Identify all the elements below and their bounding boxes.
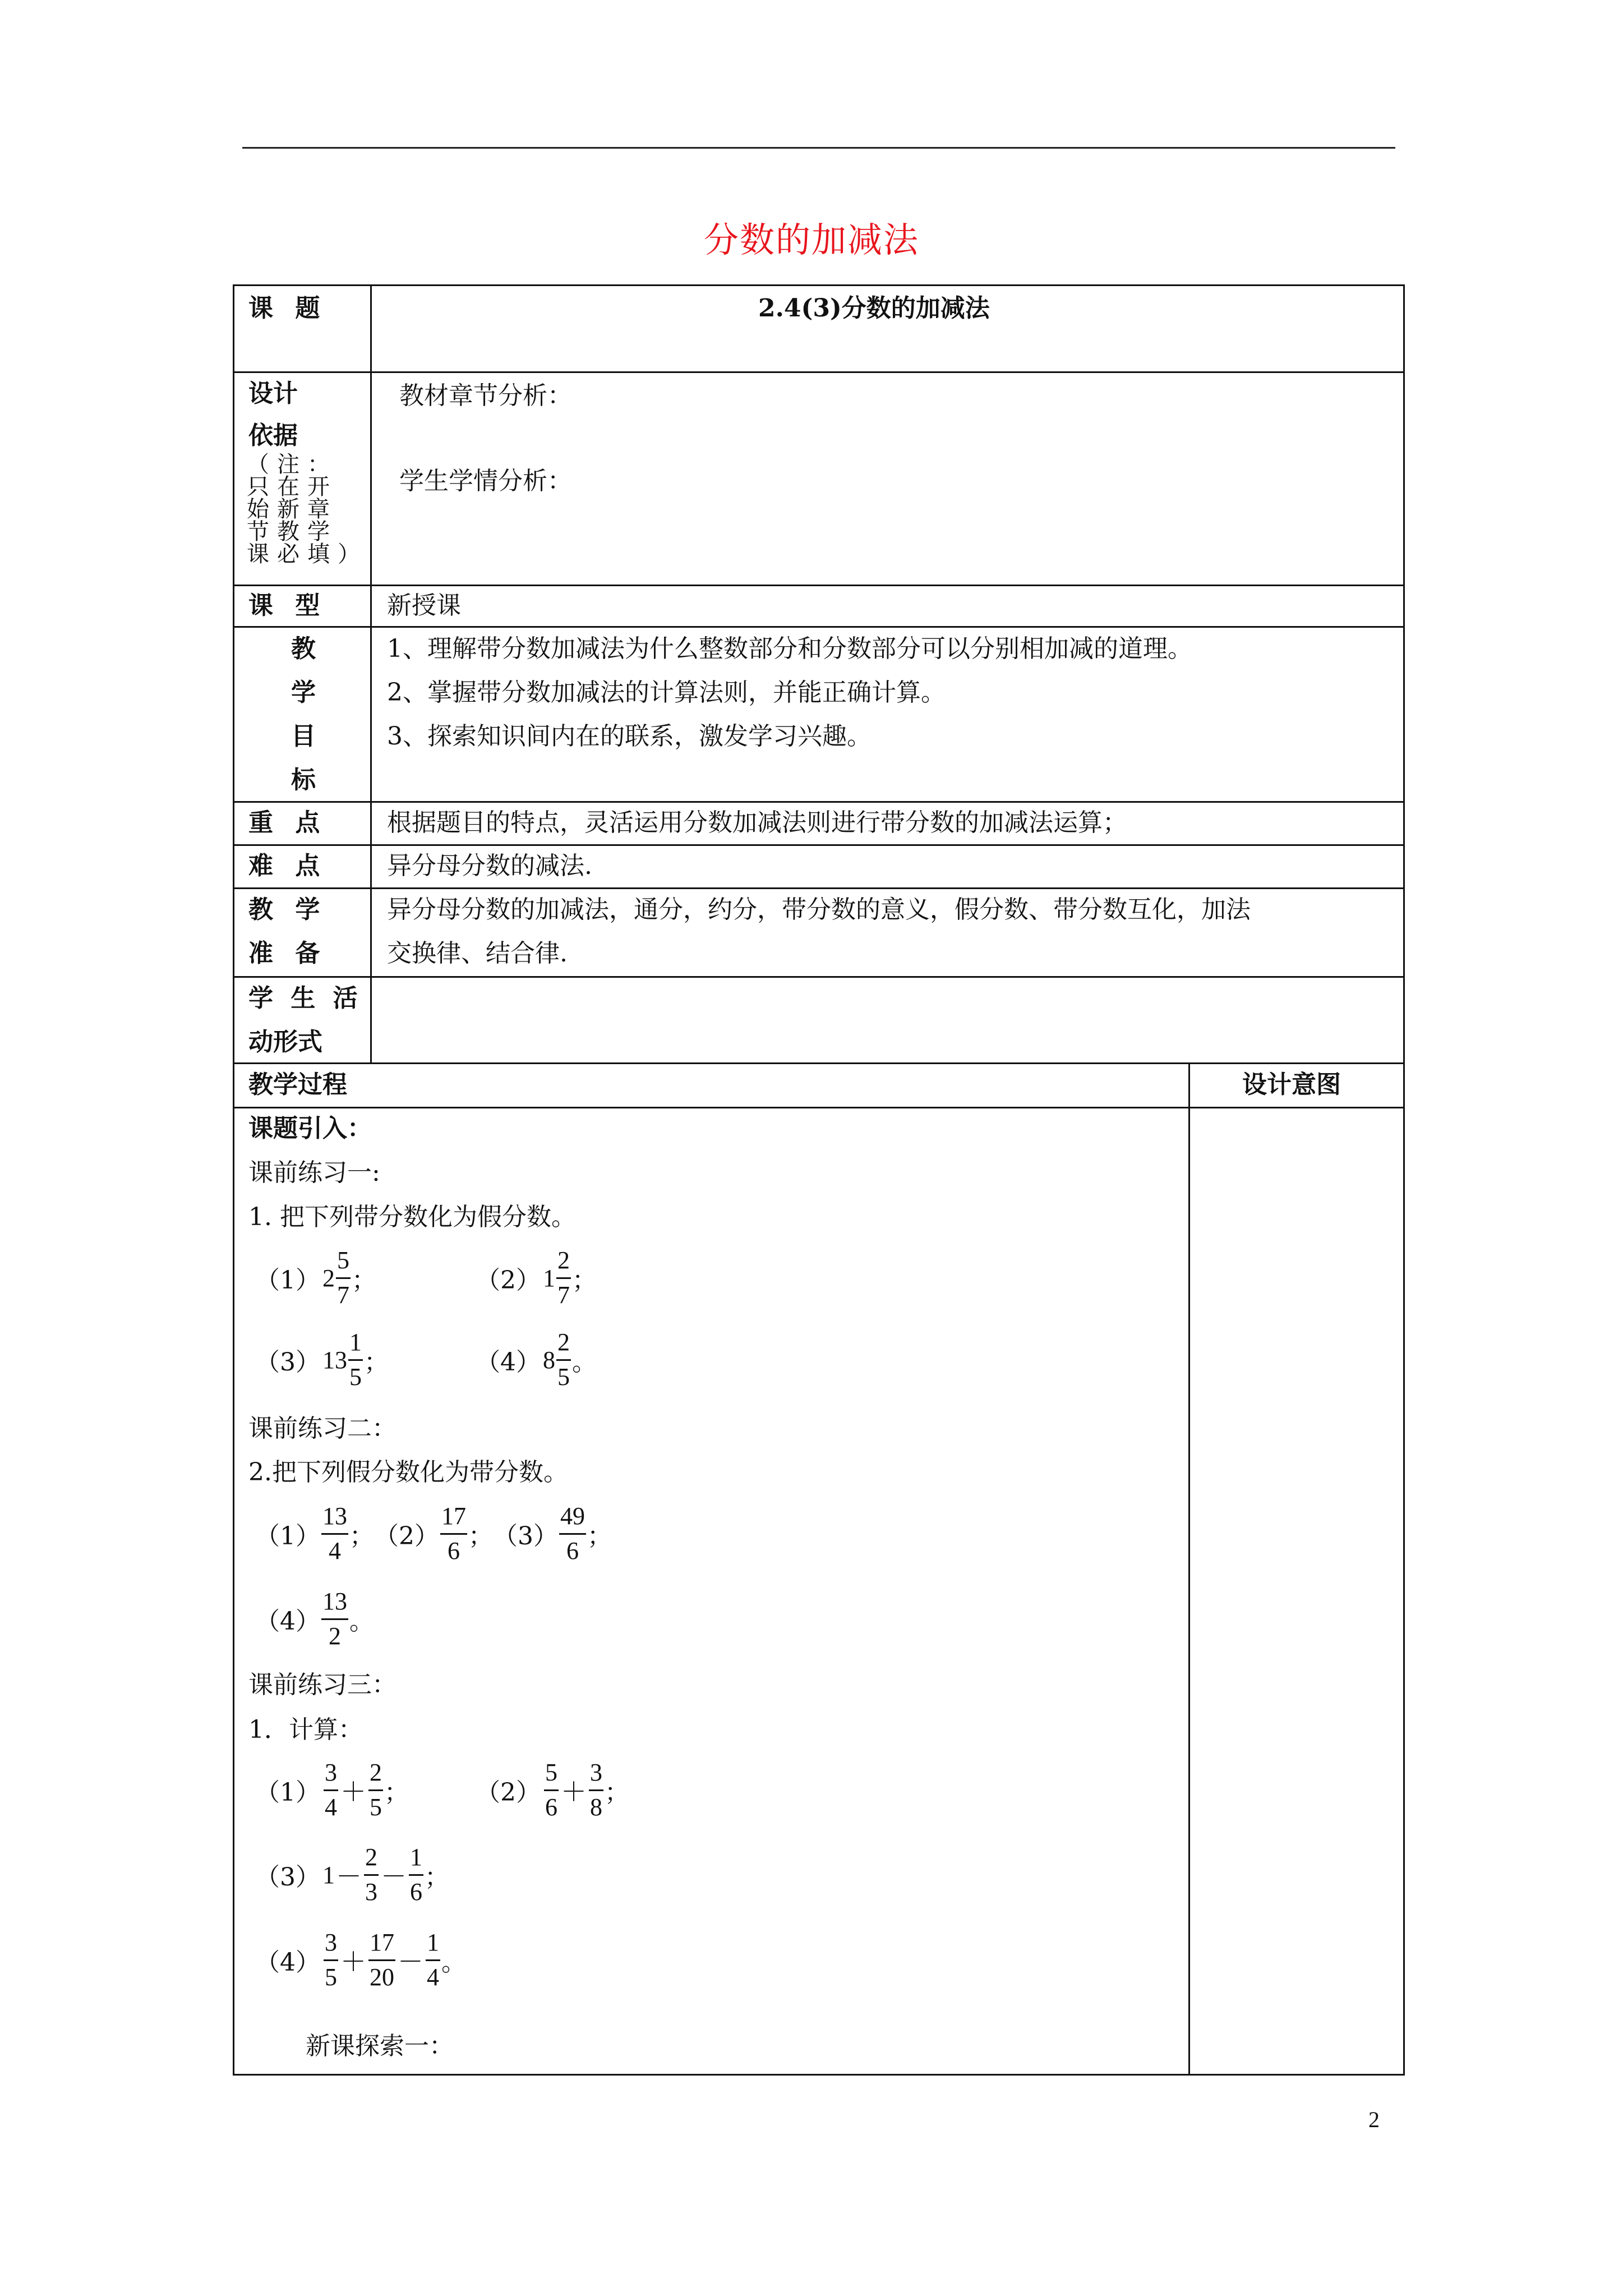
item-label: （1） [255, 1522, 320, 1551]
punctuation: ； [605, 1778, 629, 1807]
row-divider [233, 585, 1405, 586]
whole-part: 1 [543, 1264, 555, 1292]
denominator: 6 [566, 1536, 579, 1565]
fraction [589, 1759, 603, 1821]
denominator: 6 [448, 1536, 460, 1565]
punctuation: ； [468, 1522, 493, 1551]
numerator: 1 [426, 1929, 440, 1961]
difficulty-label: 难 点 [248, 852, 327, 880]
fraction [556, 1328, 571, 1391]
operator: ＋ [340, 1947, 366, 1977]
whole-number: 1 [322, 1861, 335, 1889]
preparation-text: 异分母分数的加减法，通分，约分，带分数的意义，假分数、带分数互化，加法 [387, 895, 1251, 924]
row-divider [233, 844, 1405, 846]
exercise-task: 2.把下列假分数化为带分数。 [248, 1458, 568, 1487]
exercise-item [255, 1759, 409, 1821]
exercise-item [476, 1246, 597, 1309]
numerator: 5 [544, 1759, 559, 1791]
row-divider [233, 801, 1405, 803]
denominator: 5 [349, 1363, 362, 1391]
punctuation: ； [384, 1778, 409, 1807]
objective-item: 3、探索知识间内在的联系，激发学习兴趣。 [387, 722, 872, 751]
denominator: 5 [557, 1363, 570, 1391]
fraction [364, 1843, 379, 1906]
key-point-value: 根据题目的特点，灵活运用分数加减法则进行带分数的加减法运算； [387, 808, 1127, 837]
item-label: （4） [476, 1348, 541, 1377]
intent-column-divider [1188, 1062, 1190, 2076]
fraction [324, 1929, 338, 1991]
numerator: 2 [556, 1328, 571, 1361]
denominator: 6 [545, 1793, 557, 1821]
whole-part: 13 [322, 1346, 347, 1374]
preparation-text: 交换律、结合律. [387, 939, 568, 968]
fraction [368, 1929, 395, 1991]
fraction [544, 1759, 559, 1821]
exercise-task: 1. 把下列带分数化为假分数。 [248, 1203, 576, 1231]
denominator: 5 [370, 1793, 382, 1821]
denominator: 3 [365, 1878, 377, 1906]
row-divider [233, 976, 1405, 978]
numerator: 5 [336, 1246, 351, 1279]
punctuation: ； [587, 1522, 612, 1551]
page-number: 2 [1368, 2107, 1380, 2132]
exercise-item [476, 1759, 629, 1821]
design-basis-label: 依据 [248, 421, 298, 450]
new-lesson-heading: 新课探索一： [306, 2032, 454, 2060]
numerator: 13 [321, 1502, 348, 1535]
fraction [348, 1328, 363, 1391]
activity-label: 学 生 活 [248, 984, 362, 1013]
preparation-label: 教 学 [248, 895, 327, 924]
design-basis-note: （注：只在开始新章节教学课必填） [247, 452, 368, 567]
punctuation: 。 [441, 1948, 466, 1977]
header-rule [242, 147, 1395, 149]
denominator: 8 [590, 1793, 602, 1821]
exercise-item [255, 1929, 466, 1991]
fraction [426, 1929, 440, 1991]
exercise-heading: 课前练习一: [248, 1158, 380, 1187]
fraction [321, 1588, 348, 1650]
fraction [321, 1502, 348, 1565]
student-analysis: 学生学情分析： [399, 467, 572, 495]
denominator: 6 [410, 1878, 422, 1906]
operator: － [398, 1947, 423, 1977]
punctuation: ； [349, 1522, 374, 1551]
row-divider [233, 626, 1405, 628]
exercise-item [255, 1328, 389, 1391]
item-label: （1） [255, 1266, 320, 1295]
numerator: 13 [321, 1588, 348, 1620]
numerator: 2 [364, 1843, 379, 1876]
denominator: 20 [370, 1963, 394, 1991]
denominator: 4 [427, 1963, 439, 1991]
numerator: 1 [348, 1328, 363, 1361]
exercise-heading: 课前练习三： [248, 1671, 396, 1699]
operator: ＋ [340, 1777, 366, 1807]
item-label: （1） [255, 1778, 320, 1807]
fraction [368, 1759, 383, 1821]
exercise-task: 1．计算： [248, 1715, 363, 1744]
item-label: （2） [374, 1522, 439, 1551]
operator: ＋ [561, 1777, 587, 1807]
fraction [324, 1759, 338, 1821]
label-column-divider [370, 284, 372, 1062]
punctuation: ； [425, 1863, 449, 1892]
item-label: （4） [255, 1607, 320, 1636]
numerator: 17 [440, 1502, 467, 1535]
exercise-row [255, 1588, 374, 1650]
topic-label: 课 题 [248, 294, 327, 323]
fraction [336, 1246, 351, 1309]
exercise-item [255, 1843, 449, 1906]
operator: － [336, 1861, 362, 1892]
exercise-row [255, 1502, 612, 1565]
whole-part: 2 [322, 1264, 335, 1292]
denominator: 5 [325, 1963, 337, 1991]
item-label: （3） [255, 1348, 320, 1377]
numerator: 3 [324, 1759, 338, 1791]
material-analysis: 教材章节分析： [399, 381, 572, 410]
punctuation: 。 [349, 1607, 374, 1636]
difficulty-value: 异分母分数的减法. [387, 852, 592, 880]
row-divider [233, 1107, 1405, 1108]
preparation-label: 准 备 [248, 939, 327, 968]
numerator: 3 [589, 1759, 603, 1791]
numerator: 2 [556, 1246, 571, 1279]
punctuation: ； [352, 1266, 376, 1295]
objective-item: 1、理解带分数加减法为什么整数部分和分数部分可以分别相加减的道理。 [387, 634, 1192, 663]
fraction [440, 1502, 467, 1565]
fraction [559, 1502, 586, 1565]
design-basis-label: 设计 [248, 379, 298, 408]
numerator: 1 [409, 1843, 423, 1876]
item-label: （3） [255, 1863, 320, 1892]
item-label: （2） [476, 1266, 541, 1295]
row-divider [233, 887, 1405, 889]
denominator: 4 [325, 1793, 337, 1821]
exercise-item [255, 1246, 376, 1309]
row-divider [233, 371, 1405, 373]
fraction [556, 1246, 571, 1309]
fraction [409, 1843, 423, 1906]
objective-item: 2、掌握带分数加减法的计算法则，并能正确计算。 [387, 678, 946, 707]
objectives-label-char: 目 [291, 722, 316, 751]
lesson-type-label: 课 型 [248, 591, 327, 620]
objectives-label-char: 学 [291, 678, 316, 707]
operator: － [381, 1861, 407, 1892]
punctuation: 。 [572, 1348, 597, 1377]
denominator: 2 [329, 1622, 341, 1650]
topic-value: 2.4(3)分数的加减法 [758, 294, 990, 323]
denominator: 4 [329, 1536, 341, 1565]
activity-label: 动形式 [248, 1028, 322, 1056]
denominator: 7 [557, 1281, 570, 1309]
exercise-item [476, 1328, 597, 1391]
item-label: （3） [493, 1522, 558, 1551]
numerator: 17 [368, 1929, 395, 1961]
row-divider [233, 1062, 1405, 1064]
key-point-label: 重 点 [248, 808, 327, 837]
objectives-label-char: 教 [291, 634, 316, 663]
intro-heading: 课题引入： [248, 1114, 372, 1143]
process-header: 教学过程 [248, 1070, 347, 1099]
document-title: 分数的加减法 [703, 219, 919, 260]
numerator: 3 [324, 1929, 338, 1961]
denominator: 7 [337, 1281, 349, 1309]
numerator: 2 [368, 1759, 383, 1791]
lesson-type-value: 新授课 [387, 591, 461, 620]
item-label: （4） [255, 1948, 320, 1977]
punctuation: ； [364, 1348, 389, 1377]
punctuation: ； [572, 1266, 597, 1295]
objectives-label-char: 标 [291, 766, 316, 794]
numerator: 49 [559, 1502, 586, 1535]
exercise-heading: 课前练习二： [248, 1414, 396, 1443]
intent-header: 设计意图 [1242, 1070, 1341, 1099]
whole-part: 8 [543, 1346, 555, 1374]
item-label: （2） [476, 1778, 541, 1807]
